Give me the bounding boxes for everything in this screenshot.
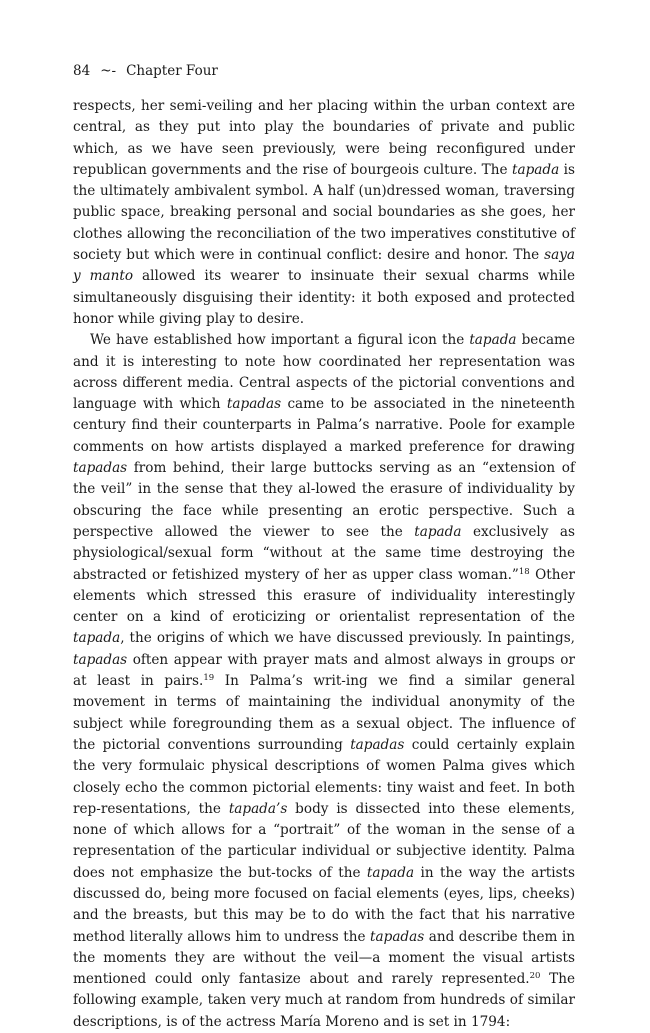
text-run: In Palma’s writ-ing we find a similar general movement in terms of maintaining the individual anonymity of the subject while foregrounding them as a sexual object. The influence of the pictorial conventions surrounding: [73, 673, 575, 753]
ornament-separator: ~-: [100, 63, 117, 79]
text-run: in the way the artists discussed do, being more focused on facial elements (eyes, lips, cheeks) and the breasts, but this may be to do with the fact that his narrative method literally allows him to undress the: [73, 864, 575, 945]
chapter-title: Chapter Four: [126, 63, 218, 79]
italic-term: tapadas: [350, 736, 405, 753]
text-run: could certainly explain the very formulaic physical descriptions of women Palma gives which closely echo the common pictorial elements: tiny waist and feet. In both rep-resentations, the: [73, 736, 575, 817]
running-head: [73, 62, 575, 80]
italic-term: tapada: [414, 523, 462, 540]
text-run: from behind, their large buttocks serving as an “extension of the veil” in the sense that they al-lowed the erasure of individuality by obscuring the face while presenting an erotic perspective. Such a perspective allowed the viewer to see the: [73, 460, 575, 540]
italic-term: tapadas: [370, 928, 425, 945]
text-run: and describe them in the moments they are without the veil—a moment the visual artists mentioned could only fantasize about and rarely represented.: [73, 928, 576, 988]
text-run: is the ultimately ambivalent symbol. A half (un)dressed woman, traversing public space, breaking personal and social boundaries as she goes, her clothes allowing the reconciliation of the two imperatives constitutive of society but which were in continual conflict: desire and honor. The: [73, 161, 575, 264]
italic-term: tapada: [73, 630, 121, 647]
text-run: came to be associated in the nineteenth century find their counterparts in Palma’s narrative. Poole for example comments on how artists displayed a marked preference for drawing: [73, 396, 575, 455]
italic-term: tapada’s: [228, 800, 288, 817]
text-run: , the origins of which we have discussed previously. In paintings,: [120, 630, 575, 647]
text-run: exclusively as physiological/sexual form “without at the same time destroying the abstracted or fetishized mystery of her as upper class woman.”: [73, 523, 575, 583]
italic-term: tapada: [512, 161, 560, 178]
text-run: Other elements which stressed this erasure of individuality interestingly center on a kind of eroticizing or orientalist representation of the: [73, 566, 575, 626]
page-number: 84: [73, 63, 91, 79]
text-run: often appear with prayer mats and almost always in groups or at least in pairs.: [73, 651, 575, 690]
italic-term: tapada: [469, 332, 517, 349]
italic-term: saya y manto: [73, 247, 575, 285]
paragraph: [73, 96, 575, 330]
body-text: [73, 96, 575, 1033]
italic-term: tapada: [366, 864, 415, 881]
footnote-ref: 20: [529, 971, 541, 982]
book-page: [73, 62, 575, 1033]
text-run: body is dissected into these elements, none of which allows for a “portrait” of the woman in the sense of a representation of the particular individual or subjective identity. Palma does not emphasize the but-tocks of the: [73, 800, 575, 881]
italic-term: tapadas: [226, 396, 282, 413]
italic-term: tapadas: [73, 460, 128, 477]
paragraph: [73, 330, 575, 1033]
footnote-ref: 18: [518, 566, 530, 577]
text-run: The following example, taken very much at random from hundreds of similar descriptions, is of the actress María Moreno and is set in 1794:: [73, 971, 575, 1030]
text-run: became and it is interesting to note how coordinated her representation was across different media. Central aspects of the pictorial conventions and language with which: [73, 332, 575, 413]
text-run: respects, her semi-veiling and her placing within the urban context are central, as they put into play the boundaries of private and public which, as we have seen previously, were being reconfigured under republican governments and the rise of bourgeois culture. The: [73, 98, 575, 178]
footnote-ref: 19: [203, 673, 215, 684]
italic-term: tapadas: [73, 651, 128, 668]
text-run: We have established how important a figural icon the: [90, 332, 470, 349]
text-run: allowed its wearer to insinuate their sexual charms while simultaneously disguising their identity: it both exposed and protected honor while giving play to desire.: [73, 268, 575, 327]
